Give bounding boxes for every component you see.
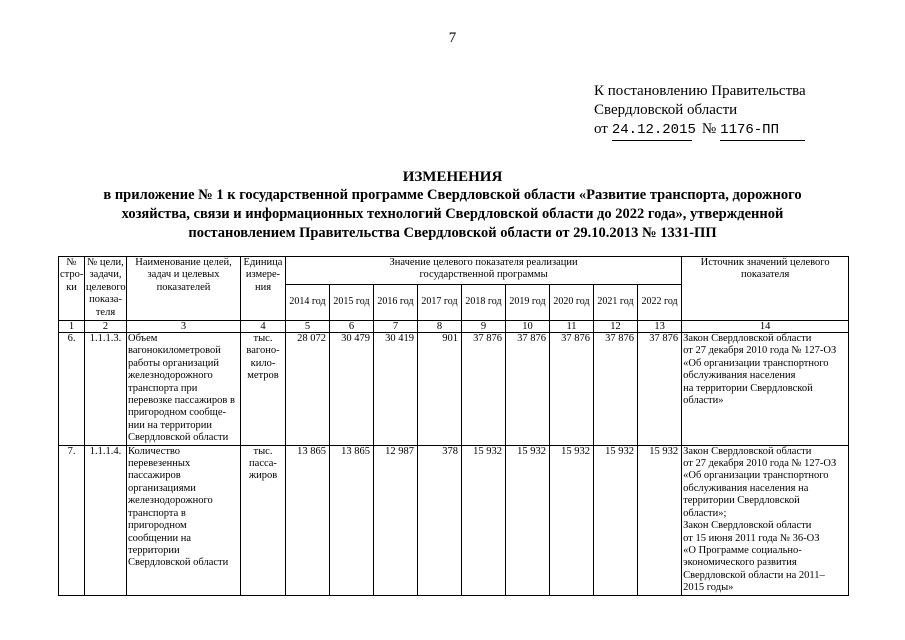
source-line: «Об организации транспортного	[683, 470, 829, 482]
table-row	[59, 445, 849, 595]
subtitle-line-2: хозяйства, связи и информационных технологий Свердловской области до 2022 года», утвержденной	[121, 206, 784, 222]
header-year: 2018 год	[462, 285, 506, 321]
source-line: области»;	[683, 507, 727, 519]
value-cell: 37 876	[462, 333, 506, 446]
indicator-name	[127, 445, 241, 595]
header-values-group	[286, 257, 682, 285]
value-cell: 37 876	[506, 333, 550, 446]
row-number: 6.	[59, 333, 85, 446]
indicator-name-line: транспорта при	[128, 382, 198, 394]
unit-line: пасса-	[249, 458, 277, 470]
header-row-number	[59, 257, 85, 321]
header-unit-line: Единица	[243, 257, 283, 268]
indicator-name-line: нии на территории	[128, 419, 212, 431]
value-cell: 30 419	[374, 333, 418, 446]
header-goal-number-line: № цели,	[87, 257, 124, 268]
column-number-row	[59, 321, 849, 333]
column-number: 1	[59, 321, 85, 333]
indicator-name-line: перевозке пассажиров в	[128, 395, 235, 407]
source-line: Закон Свердловской области	[683, 520, 812, 532]
value-cell: 13 865	[286, 445, 330, 595]
header-source-line: показателя	[740, 269, 790, 281]
source-line: Свердловской области на 2011–	[683, 569, 825, 581]
column-number: 2	[85, 321, 127, 333]
approval-line-2: Свердловской области	[594, 102, 738, 118]
column-number: 11	[550, 321, 594, 333]
indicator-name-line: пассажиров	[128, 470, 181, 482]
column-number: 7	[374, 321, 418, 333]
header-goal-number-line: целевого	[86, 281, 126, 293]
source-line: от 27 декабря 2010 года № 127-ОЗ	[683, 458, 837, 470]
value-cell: 901	[418, 333, 462, 446]
column-number: 14	[682, 321, 849, 333]
unit-line: жиров	[248, 470, 278, 482]
indicator-name-line: Объем	[128, 333, 158, 344]
unit	[241, 333, 286, 446]
column-number: 9	[462, 321, 506, 333]
value-cell: 30 479	[330, 333, 374, 446]
source-line: 2015 годы»	[683, 582, 734, 594]
column-number: 10	[506, 321, 550, 333]
header-goal-number	[85, 257, 127, 321]
value-cell: 13 865	[330, 445, 374, 595]
header-values-group-line: Значение целевого показателя реализации	[389, 257, 578, 268]
source-cell	[682, 333, 849, 446]
unit-line: кило-	[250, 357, 276, 369]
indicator-name-line: транспорта в	[128, 507, 186, 519]
row-number: 7.	[59, 445, 85, 595]
source-line: на территории Свердловской	[683, 382, 813, 394]
goal-number: 1.1.1.3.	[85, 333, 127, 446]
column-number: 6	[330, 321, 374, 333]
header-unit-line: измере-	[245, 269, 281, 281]
indicator-name-line: вагонокилометровой	[128, 345, 221, 357]
value-cell: 15 932	[550, 445, 594, 595]
source-cell	[682, 445, 849, 595]
value-cell: 37 876	[550, 333, 594, 446]
value-cell: 15 932	[638, 445, 682, 595]
header-unit	[241, 257, 286, 321]
value-cell: 15 932	[462, 445, 506, 595]
header-goal-number-line: теля	[95, 306, 116, 318]
document-subtitle	[60, 186, 845, 243]
column-number: 13	[638, 321, 682, 333]
unit-line: метров	[247, 370, 279, 382]
indicator-name-line: пригородном сообще-	[128, 407, 227, 419]
unit-line: вагоно-	[246, 345, 280, 357]
column-number: 12	[594, 321, 638, 333]
subtitle-line-1: в приложение № 1 к государственной программе Свердловской области «Развитие транспорта, дорожного	[103, 187, 802, 203]
indicator-name-line: территории	[128, 544, 180, 556]
header-year: 2016 год	[374, 285, 418, 321]
targets-table	[58, 256, 849, 596]
header-values-group-line: государственной программы	[419, 269, 548, 281]
source-line: от 27 декабря 2010 года № 127-ОЗ	[683, 345, 837, 357]
indicator-name-line: Свердловской области	[128, 557, 229, 569]
header-indicator-name-line: показателей	[156, 281, 211, 293]
header-year: 2017 год	[418, 285, 462, 321]
indicator-name-line: перевезенных	[128, 458, 191, 470]
header-source-line: Источник значений целевого	[700, 257, 830, 268]
value-cell: 37 876	[594, 333, 638, 446]
table-row	[59, 333, 849, 446]
source-line: территории Свердловской	[683, 495, 800, 507]
unit-line: тыс.	[253, 333, 273, 344]
column-number: 3	[127, 321, 241, 333]
header-year: 2021 год	[594, 285, 638, 321]
header-year: 2020 год	[550, 285, 594, 321]
document-title: ИЗМЕНЕНИЯ	[402, 169, 503, 185]
indicator-name-line: Количество	[128, 445, 181, 457]
page-number: 7	[448, 30, 457, 46]
indicator-name-line: железнодорожного	[128, 370, 213, 382]
approval-block	[594, 82, 894, 141]
indicator-name-line: работы организаций	[128, 357, 220, 369]
value-cell: 15 932	[594, 445, 638, 595]
unit-line: тыс.	[253, 445, 273, 457]
indicator-name-line: железнодорожного	[128, 495, 213, 507]
header-year: 2019 год	[506, 285, 550, 321]
approval-date: 24.12.2015	[612, 121, 692, 141]
value-cell: 28 072	[286, 333, 330, 446]
source-line: «Об организации транспортного	[683, 357, 829, 369]
header-row-number-line: №	[66, 257, 77, 268]
indicator-name-line: пригородном	[128, 520, 187, 532]
approval-number: 1176-ПП	[720, 121, 805, 141]
approval-line-3	[594, 120, 894, 141]
header-goal-number-line: показа-	[89, 294, 122, 306]
header-row-number-line: стро-	[60, 269, 84, 281]
value-cell: 378	[418, 445, 462, 595]
source-line: «О Программе социально-	[683, 544, 802, 556]
header-year: 2022 год	[638, 285, 682, 321]
header-year: 2014 год	[286, 285, 330, 321]
header-year: 2015 год	[330, 285, 374, 321]
header-source	[682, 257, 849, 321]
approval-number-label: №	[701, 121, 717, 137]
indicator-name-line: сообщении на	[128, 532, 192, 544]
source-line: области»	[683, 395, 724, 407]
column-number: 8	[418, 321, 462, 333]
source-line: обслуживания населения	[683, 370, 796, 382]
header-indicator-name	[127, 257, 241, 321]
header-goal-number-line: задачи,	[89, 269, 122, 281]
goal-number: 1.1.1.4.	[85, 445, 127, 595]
header-unit-line: ния	[254, 281, 272, 293]
indicator-name-line: Свердловской области	[128, 432, 229, 444]
header-row-number-line: ки	[66, 281, 77, 293]
approval-line-1: К постановлению Правительства	[594, 83, 806, 99]
approval-from-label: от	[594, 121, 608, 137]
source-line: обслуживания населения на	[683, 482, 809, 494]
value-cell: 15 932	[506, 445, 550, 595]
value-cell: 12 987	[374, 445, 418, 595]
indicator-name-line: организациями	[128, 482, 196, 494]
source-line: экономического развития	[683, 557, 797, 569]
column-number: 5	[286, 321, 330, 333]
source-line: от 15 июня 2011 года № 36-ОЗ	[683, 532, 820, 544]
column-number: 4	[241, 321, 286, 333]
header-indicator-name-line: Наименование целей,	[135, 257, 232, 268]
header-indicator-name-line: задач и целевых	[147, 269, 220, 281]
source-line: Закон Свердловской области	[683, 445, 812, 457]
source-line: Закон Свердловской области	[683, 333, 812, 344]
value-cell: 37 876	[638, 333, 682, 446]
unit	[241, 445, 286, 595]
indicator-name	[127, 333, 241, 446]
subtitle-line-3: постановлением Правительства Свердловской области от 29.10.2013 № 1331-ПП	[188, 225, 717, 241]
